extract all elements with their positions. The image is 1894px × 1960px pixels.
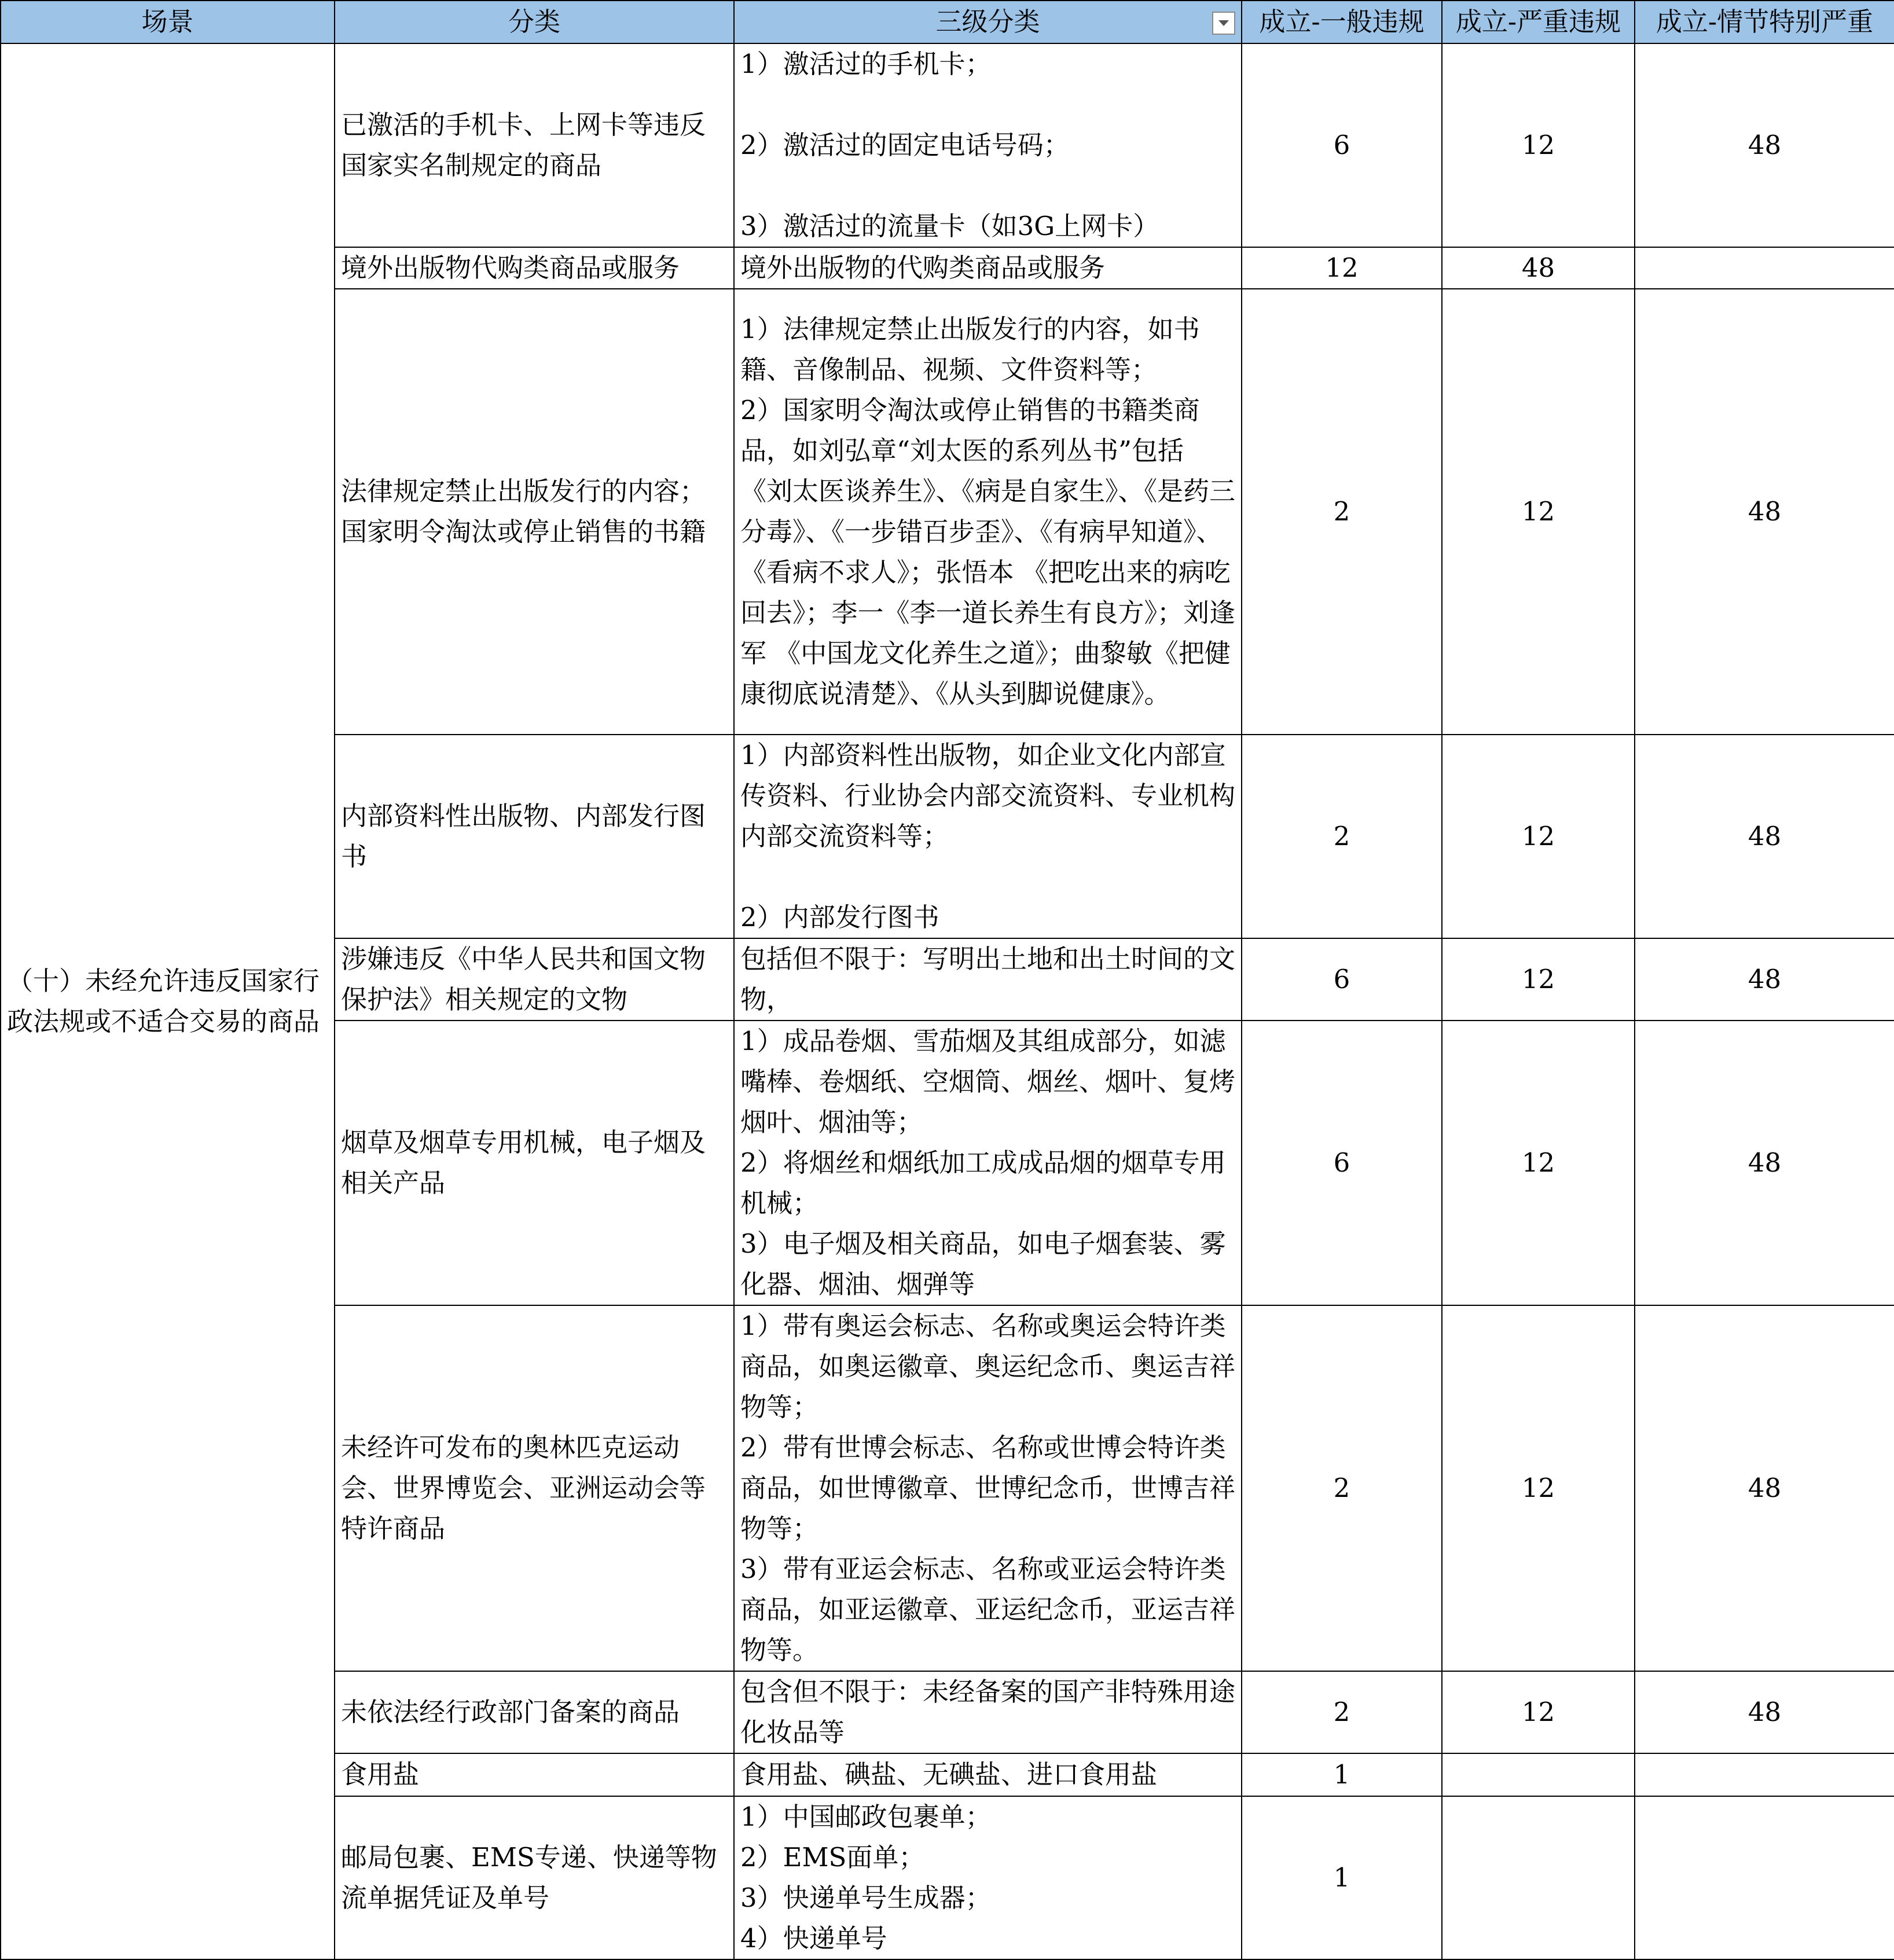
level3-cell[interactable]: 包括但不限于：写明出土地和出土时间的文物， [734,938,1242,1021]
serious-cell[interactable]: 12 [1442,1305,1635,1671]
especially-serious-cell[interactable]: 48 [1635,289,1894,735]
level3-cell[interactable]: 境外出版物的代购类商品或服务 [734,247,1242,289]
level3-cell[interactable]: 1）成品卷烟、雪茄烟及其组成部分，如滤嘴棒、卷烟纸、空烟筒、烟丝、烟叶、复烤烟叶、烟油等； 2）将烟丝和烟纸加工成成品烟的烟草专用机械； 3）电子烟及相关商品，如电子烟套装、雾化器、烟油、烟弹等 [734,1021,1242,1305]
especially-serious-cell[interactable] [1635,247,1894,289]
category-cell[interactable]: 烟草及烟草专用机械，电子烟及相关产品 [335,1021,734,1305]
level3-cell[interactable]: 包含但不限于：未经备案的国产非特殊用途化妆品等 [734,1671,1242,1753]
column-header-level3[interactable] [734,1,1242,43]
general-cell[interactable]: 6 [1242,43,1442,247]
category-cell[interactable]: 境外出版物代购类商品或服务 [335,247,734,289]
category-cell[interactable]: 涉嫌违反《中华人民共和国文物保护法》相关规定的文物 [335,938,734,1021]
serious-cell[interactable]: 48 [1442,247,1635,289]
general-cell[interactable]: 6 [1242,1021,1442,1305]
general-cell[interactable]: 1 [1242,1753,1442,1796]
general-cell[interactable]: 2 [1242,735,1442,938]
category-cell[interactable]: 食用盐 [335,1753,734,1796]
column-header-serious[interactable]: 成立-严重违规 [1442,1,1635,43]
category-cell[interactable]: 邮局包裹、EMS专递、快递等物流单据凭证及单号 [335,1796,734,1959]
scene-cell[interactable]: （十）未经允许违反国家行政法规或不适合交易的商品 [1,43,335,1959]
serious-cell[interactable] [1442,1796,1635,1959]
dropdown-arrow-icon [1217,19,1230,27]
serious-cell[interactable]: 12 [1442,938,1635,1021]
category-cell[interactable]: 法律规定禁止出版发行的内容；国家明令淘汰或停止销售的书籍 [335,289,734,735]
column-header-general[interactable]: 成立-一般违规 [1242,1,1442,43]
category-cell[interactable]: 未经许可发布的奥林匹克运动会、世界博览会、亚洲运动会等特许商品 [335,1305,734,1671]
especially-serious-cell[interactable]: 48 [1635,1021,1894,1305]
table-row [1,43,1894,247]
level3-cell[interactable]: 1）法律规定禁止出版发行的内容，如书籍、音像制品、视频、文件资料等； 2）国家明令淘汰或停止销售的书籍类商品，如刘弘章“刘太医的系列丛书”包括《刘太医谈养生》、《病是自家生》、《是药三分毒》、《一步错百步歪》、《有病早知道》、《看病不求人》；张悟本 《把吃出来的病吃回去》；李一《李一道长养生有良方》；刘逢军 《中国龙文化养生之道》；曲黎敏《把健康彻底说清楚》、《从头到脚说健康》。 [734,289,1242,735]
level3-cell[interactable]: 1）中国邮政包裹单； 2）EMS面单； 3）快递单号生成器； 4）快递单号 [734,1796,1242,1959]
level3-cell[interactable]: 食用盐、碘盐、无碘盐、进口食用盐 [734,1753,1242,1796]
general-cell[interactable]: 1 [1242,1796,1442,1959]
especially-serious-cell[interactable] [1635,1753,1894,1796]
level3-cell[interactable]: 1）内部资料性出版物，如企业文化内部宣传资料、行业协会内部交流资料、专业机构内部交流资料等； 2）内部发行图书 [734,735,1242,938]
especially-serious-cell[interactable]: 48 [1635,43,1894,247]
serious-cell[interactable]: 12 [1442,43,1635,247]
general-cell[interactable]: 12 [1242,247,1442,289]
category-cell[interactable]: 已激活的手机卡、上网卡等违反国家实名制规定的商品 [335,43,734,247]
especially-serious-cell[interactable] [1635,1796,1894,1959]
serious-cell[interactable]: 12 [1442,1671,1635,1753]
header-row [1,1,1894,43]
serious-cell[interactable] [1442,1753,1635,1796]
serious-cell[interactable]: 12 [1442,289,1635,735]
column-header-especially-serious[interactable]: 成立-情节特别严重 [1635,1,1894,43]
serious-cell[interactable]: 12 [1442,735,1635,938]
column-header-level3-label: 三级分类 [935,6,1040,37]
filter-dropdown-button[interactable] [1212,12,1235,35]
column-header-scene[interactable]: 场景 [1,1,335,43]
especially-serious-cell[interactable]: 48 [1635,938,1894,1021]
category-cell[interactable]: 未依法经行政部门备案的商品 [335,1671,734,1753]
serious-cell[interactable]: 12 [1442,1021,1635,1305]
level3-cell[interactable]: 1）带有奥运会标志、名称或奥运会特许类商品，如奥运徽章、奥运纪念币、奥运吉祥物等； 2）带有世博会标志、名称或世博会特许类商品，如世博徽章、世博纪念币，世博吉祥物等； 3）带有亚运会标志、名称或亚运会特许类商品，如亚运徽章、亚运纪念币，亚运吉祥物等。 [734,1305,1242,1671]
general-cell[interactable]: 2 [1242,1305,1442,1671]
column-header-category[interactable]: 分类 [335,1,734,43]
especially-serious-cell[interactable]: 48 [1635,1671,1894,1753]
general-cell[interactable]: 2 [1242,1671,1442,1753]
category-cell[interactable]: 内部资料性出版物、内部发行图书 [335,735,734,938]
general-cell[interactable]: 6 [1242,938,1442,1021]
especially-serious-cell[interactable]: 48 [1635,735,1894,938]
especially-serious-cell[interactable]: 48 [1635,1305,1894,1671]
level3-cell[interactable]: 1）激活过的手机卡； 2）激活过的固定电话号码； 3）激活过的流量卡（如3G上网卡） [734,43,1242,247]
general-cell[interactable]: 2 [1242,289,1442,735]
